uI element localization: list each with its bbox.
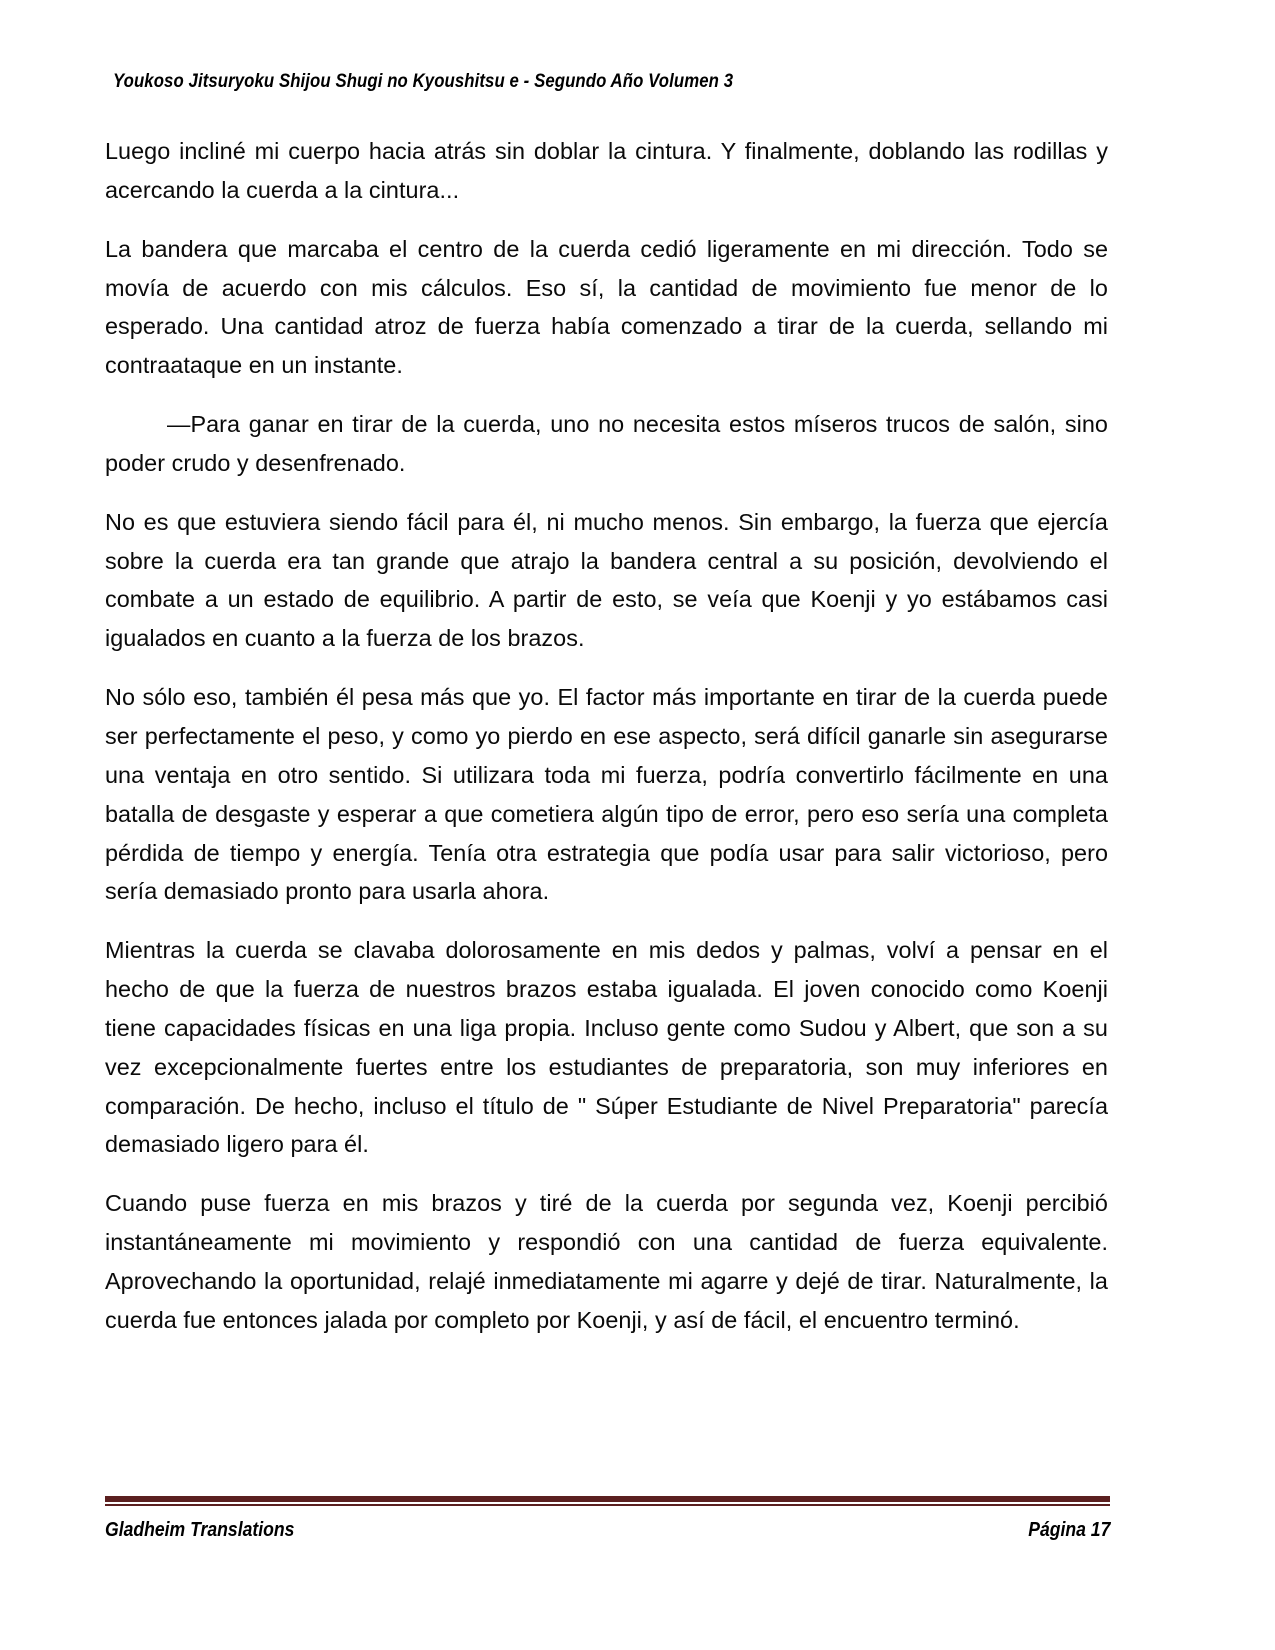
page-header-title: Youkoso Jitsuryoku Shijou Shugi no Kyoushitsu e - Segundo Año Volumen 3 xyxy=(113,70,734,92)
page-footer xyxy=(105,1496,1110,1542)
dialogue-paragraph: —Para ganar en tirar de la cuerda, uno no necesita estos míseros trucos de salón, sino poder crudo y desenfrenado. xyxy=(105,411,1108,476)
body-paragraph: No es que estuviera siendo fácil para él, ni mucho menos. Sin embargo, la fuerza que ejercía sobre la cuerda era tan grande que atrajo la bandera central a su posición, devolviendo el combate a un estado de equilibrio. A partir de esto, se veía que Koenji y yo estábamos casi igualados en cuanto a la fuerza de los brazos. xyxy=(105,508,1108,652)
body-paragraph: No sólo eso, también él pesa más que yo. El factor más importante en tirar de la cuerda puede ser perfectamente el peso, y como yo pierdo en ese aspecto, será difícil ganarle sin asegurarse una ventaja en otro sentido. Si utilizara toda mi fuerza, podría convertirlo fácilmente en una batalla de desgaste y esperar a que cometiera algún tipo de error, pero eso sería una completa pérdida de tiempo y energía. Tenía otra estrategia que podía usar para salir victorioso, pero sería demasiado pronto para usarla ahora. xyxy=(105,684,1108,905)
body-paragraph: La bandera que marcaba el centro de la cuerda cedió ligeramente en mi dirección. Todo se movía de acuerdo con mis cálculos. Eso sí, la cantidad de movimiento fue menor de lo esperado. Una cantidad atroz de fuerza había comenzado a tirar de la cuerda, sellando mi contraataque en un instante. xyxy=(105,235,1108,379)
footer-translator-credit: Gladheim Translations xyxy=(105,1519,295,1541)
footer-rule-thin xyxy=(105,1504,1110,1506)
footer-row xyxy=(105,1519,1110,1542)
body-paragraph: Cuando puse fuerza en mis brazos y tiré de la cuerda por segunda vez, Koenji percibió instantáneamente mi movimiento y respondió con una cantidad de fuerza equivalente. Aprovechando la oportunidad, relajé inmediatamente mi agarre y dejé de tirar. Naturalmente, la cuerda fue entonces jalada por completo por Koenji, y así de fácil, el encuentro terminó. xyxy=(105,1190,1108,1333)
body-paragraph: Luego incliné mi cuerpo hacia atrás sin doblar la cintura. Y finalmente, doblando las rodillas y acercando la cuerda a la cintura... xyxy=(105,138,1108,203)
footer-page-number: Página 17 xyxy=(1027,1519,1110,1541)
body-paragraph: Mientras la cuerda se clavaba dolorosamente en mis dedos y palmas, volví a pensar en el hecho de que la fuerza de nuestros brazos estaba igualada. El joven conocido como Koenji tiene capacidades físicas en una liga propia. Incluso gente como Sudou y Albert, que son a su vez excepcionalmente fuertes entre los estudiantes de preparatoria, son muy inferiores en comparación. De hecho, incluso el título de " Súper Estudiante de Nivel Preparatoria" parecía demasiado ligero para él. xyxy=(105,937,1108,1158)
document-body xyxy=(105,132,1108,1340)
